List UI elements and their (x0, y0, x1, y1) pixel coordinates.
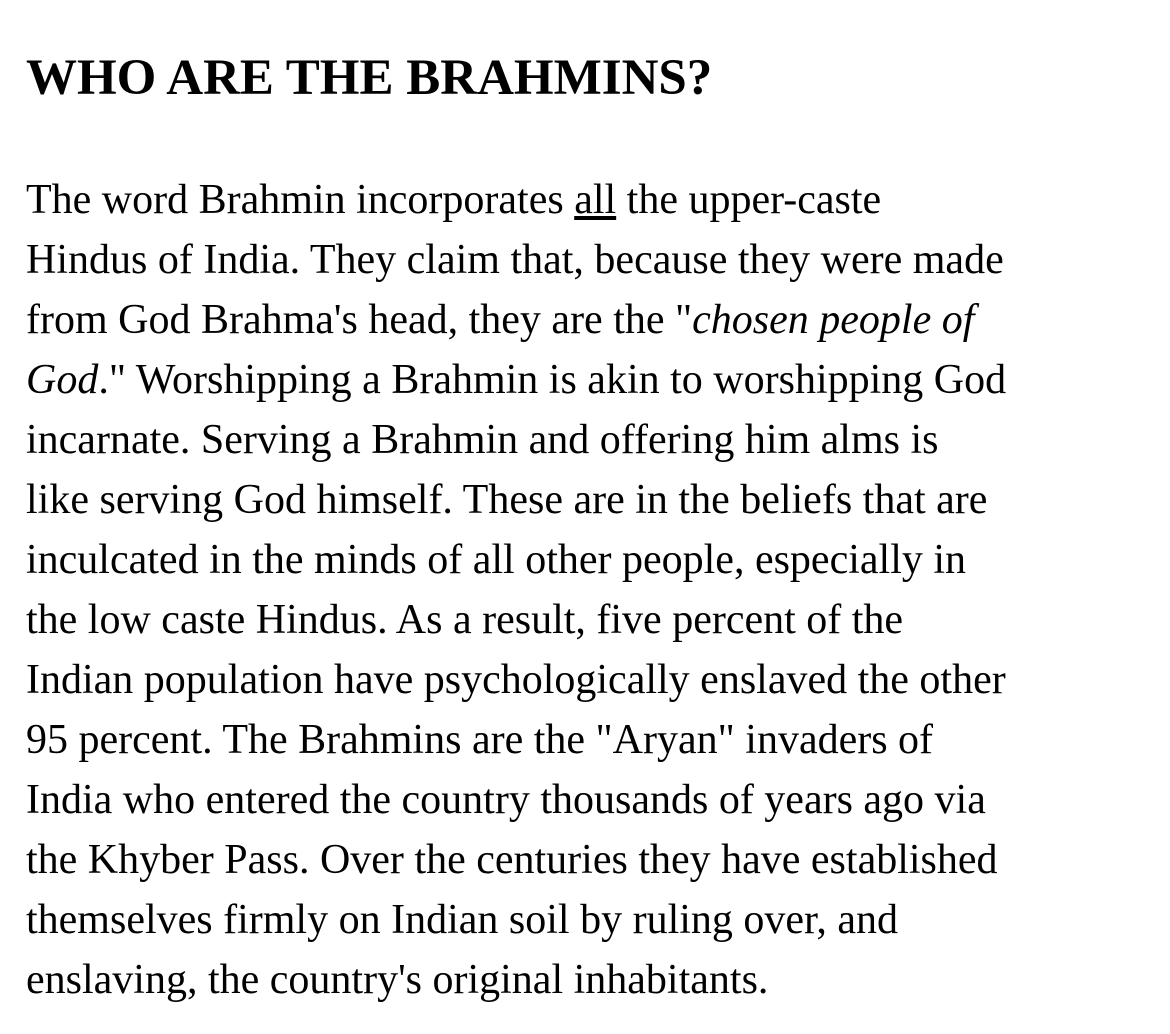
text-segment: the upper-caste (616, 177, 882, 223)
paragraph-line-3 (26, 290, 1156, 350)
paragraph-line-5: incarnate. Serving a Brahmin and offering him alms is (26, 417, 939, 463)
paragraph-line-13: themselves firmly on Indian soil by ruling over, and (26, 897, 898, 943)
italic-phrase: God (26, 357, 99, 403)
paragraph-line-4 (26, 350, 1156, 410)
body-paragraph (26, 170, 1156, 1010)
paragraph-line-12: the Khyber Pass. Over the centuries they have established (26, 837, 998, 883)
paragraph-line-6: like serving God himself. These are in the beliefs that are (26, 477, 988, 523)
paragraph-line-11: India who entered the country thousands of years ago via (26, 777, 986, 823)
text-segment: ." Worshipping a Brahmin is akin to worshipping God (98, 357, 1007, 403)
paragraph-line-14: enslaving, the country's original inhabitants. (26, 957, 769, 1003)
paragraph-line-9: Indian population have psychologically enslaved the other (26, 657, 1006, 703)
paragraph-line-7: inculcated in the minds of all other people, especially in (26, 537, 967, 583)
italic-phrase: chosen people of (692, 297, 975, 343)
text-segment: from God Brahma's head, they are the " (26, 297, 693, 343)
paragraph-line-8: the low caste Hindus. As a result, five percent of the (26, 597, 904, 643)
underlined-word: all (574, 177, 617, 223)
paragraph-line-1 (26, 170, 1156, 230)
page-title: WHO ARE THE BRAHMINS? (26, 50, 713, 106)
paragraph-line-10: 95 percent. The Brahmins are the "Aryan" invaders of (26, 717, 934, 763)
text-segment: The word Brahmin incorporates (26, 177, 575, 223)
paragraph-line-2: Hindus of India. They claim that, because they were made (26, 237, 1004, 283)
